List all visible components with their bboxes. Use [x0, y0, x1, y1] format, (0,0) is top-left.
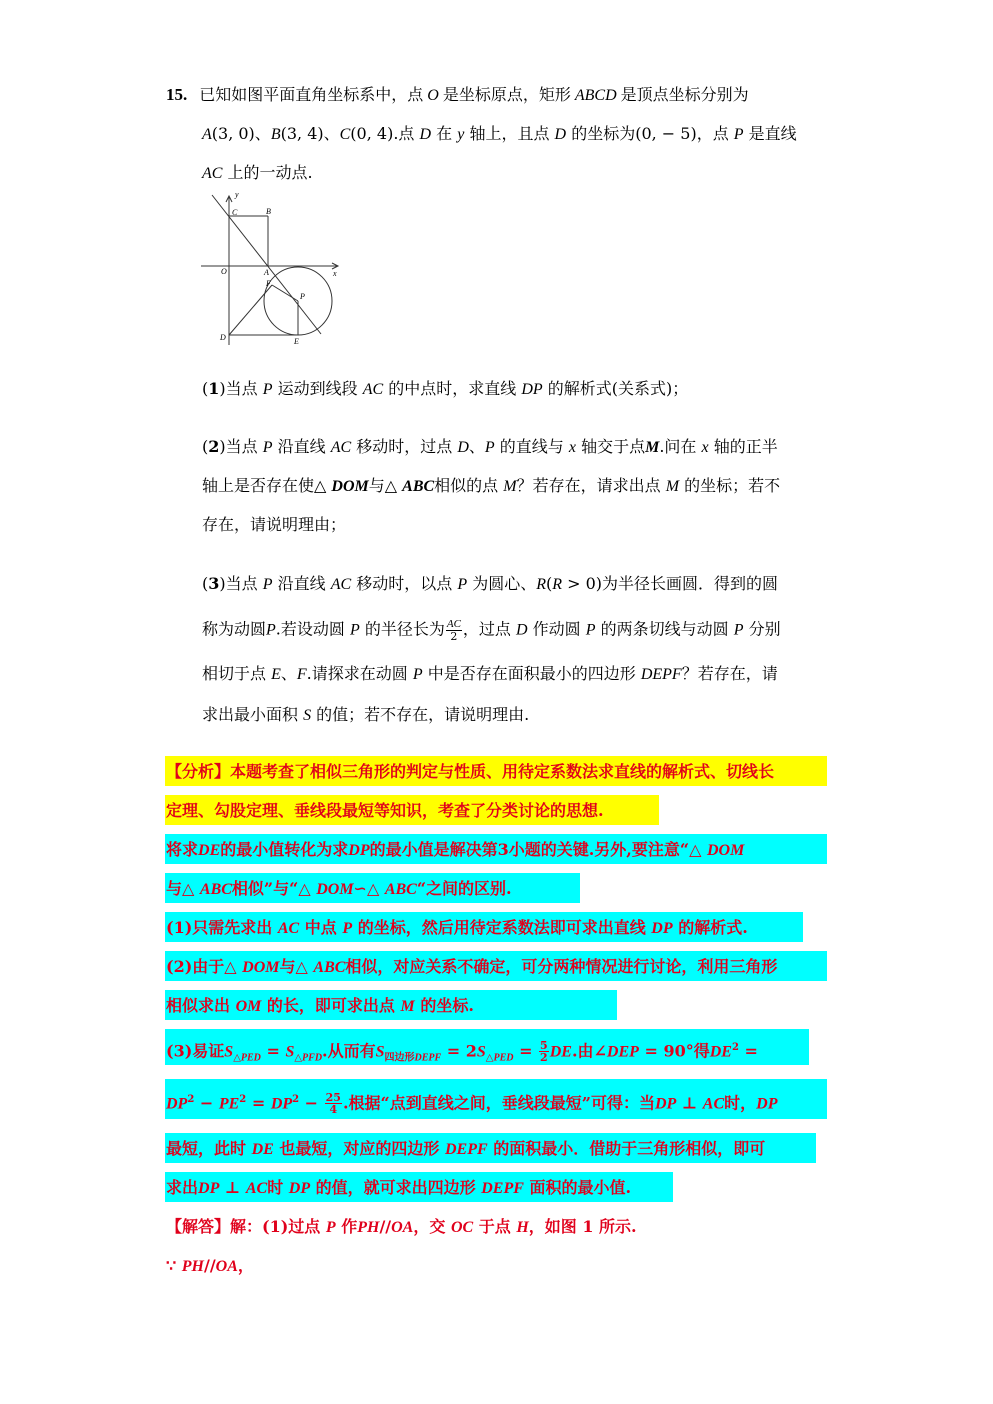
- svg-text:C: C: [232, 208, 238, 217]
- part-3-line-1: (3)当点 P 沿直线 AC 移动时，以点 P 为圆心、R(R > 0)为半径长画圆．得到的圆: [202, 574, 779, 593]
- svg-text:x: x: [333, 269, 337, 278]
- svg-text:O: O: [221, 267, 227, 276]
- svg-text:D: D: [220, 333, 226, 342]
- problem-intro-line-3: AC 上的一动点.: [202, 163, 313, 182]
- svg-text:y: y: [235, 190, 239, 199]
- svg-text:B: B: [266, 207, 271, 216]
- analysis-line-2: 定理、勾股定理、垂线段最短等知识，考查了分类讨论的思想.: [166, 801, 604, 820]
- svg-text:F: F: [266, 279, 271, 288]
- part-3-line-4: 求出最小面积 S 的值；若不存在，请说明理由.: [202, 705, 530, 724]
- analysis-line-10: 最短，此时 DE 也最短，对应的四边形 DEPF 的面积最小．借助于三角形相似，即可: [166, 1139, 766, 1158]
- answer-line-1: 【解答】解：(1)过点 P 作PH//OA，交 OC 于点 H，如图 1 所示.: [166, 1217, 637, 1236]
- svg-text:P: P: [300, 292, 305, 301]
- analysis-line-4: 与△ ABC相似”与“△ DOM∽△ ABC“之间的区别.: [166, 879, 512, 898]
- analysis-line-1: 【分析】本题考查了相似三角形的判定与性质、用待定系数法求直线的解析式、切线长: [166, 762, 775, 781]
- part-1-line-1: (1)当点 P 运动到线段 AC 的中点时，求直线 DP 的解析式(关系式)；: [202, 379, 689, 398]
- problem-intro-line-1: 15. 已知如图平面直角坐标系中，点 O 是坐标原点，矩形 ABCD 是顶点坐标分别为: [166, 85, 749, 104]
- analysis-line-9: $DP^2 - PE^2 = DP^2$ − $\frac{25}{4}$ .根据“点到直线之间，垂线段最短”可得：当DP ⊥ AC时，DP: [166, 1091, 778, 1117]
- analysis-line-8: (3)易证$S_{\triangle PED} = S_{\triangle PFD}$.从而有$S_{四边形DEPF} = 2S_{\triangle PED}$ = $\frac{5}{2}$ DE.由∠DEP = 90°得$DE^2$ =: [166, 1039, 758, 1065]
- analysis-line-7: 相似求出 OM 的长，即可求出点 M 的坐标.: [166, 996, 474, 1015]
- part-2-line-3: 存在，请说明理由；: [202, 515, 347, 534]
- part-2-line-1: (2)当点 P 沿直线 AC 移动时，过点 D、P 的直线与 x 轴交于点M.问在 x 轴的正半: [202, 437, 778, 456]
- analysis-line-11: 求出DP ⊥ AC时 DP 的值，就可求出四边形 DEPF 面积的最小值.: [166, 1178, 632, 1197]
- problem-number: 15.: [166, 85, 188, 104]
- analysis-line-3: 将求DE的最小值转化为求DP的最小值是解决第3小题的关键.另外,要注意“△ DOM: [166, 840, 745, 859]
- analysis-line-6: (2)由于△ DOM与△ ABC相似，对应关系不确定，可分两种情况进行讨论，利用三角形: [166, 957, 778, 976]
- part-2-line-2: 轴上是否存在使△ DOM与△ ABC相似的点 M？若存在，请求出点 M 的坐标；若不: [202, 476, 781, 495]
- part-3-line-2: 称为动圆P.若设动圆 P 的半径长为 $\frac{AC}{2}$ ，过点 D 作动圆 P 的两条切线与动圆 P 分别: [202, 618, 781, 643]
- analysis-line-5: (1)只需先求出 AC 中点 P 的坐标，然后用待定系数法即可求出直线 DP 的解析式.: [166, 918, 748, 937]
- problem-intro-line-2: A(3, 0)、B(3, 4)、C(0, 4).点 D 在 y 轴上，且点 D 的坐标为(0, − 5)，点 P 是直线: [202, 124, 797, 143]
- answer-line-2: ∵ PH//OA，: [166, 1256, 254, 1275]
- svg-text:E: E: [294, 337, 299, 346]
- part-3-line-3: 相切于点 E、F.请探求在动圆 P 中是否存在面积最小的四边形 DEPF？若存在，请: [202, 664, 778, 683]
- svg-text:A: A: [264, 268, 269, 277]
- coordinate-figure: [195, 185, 345, 350]
